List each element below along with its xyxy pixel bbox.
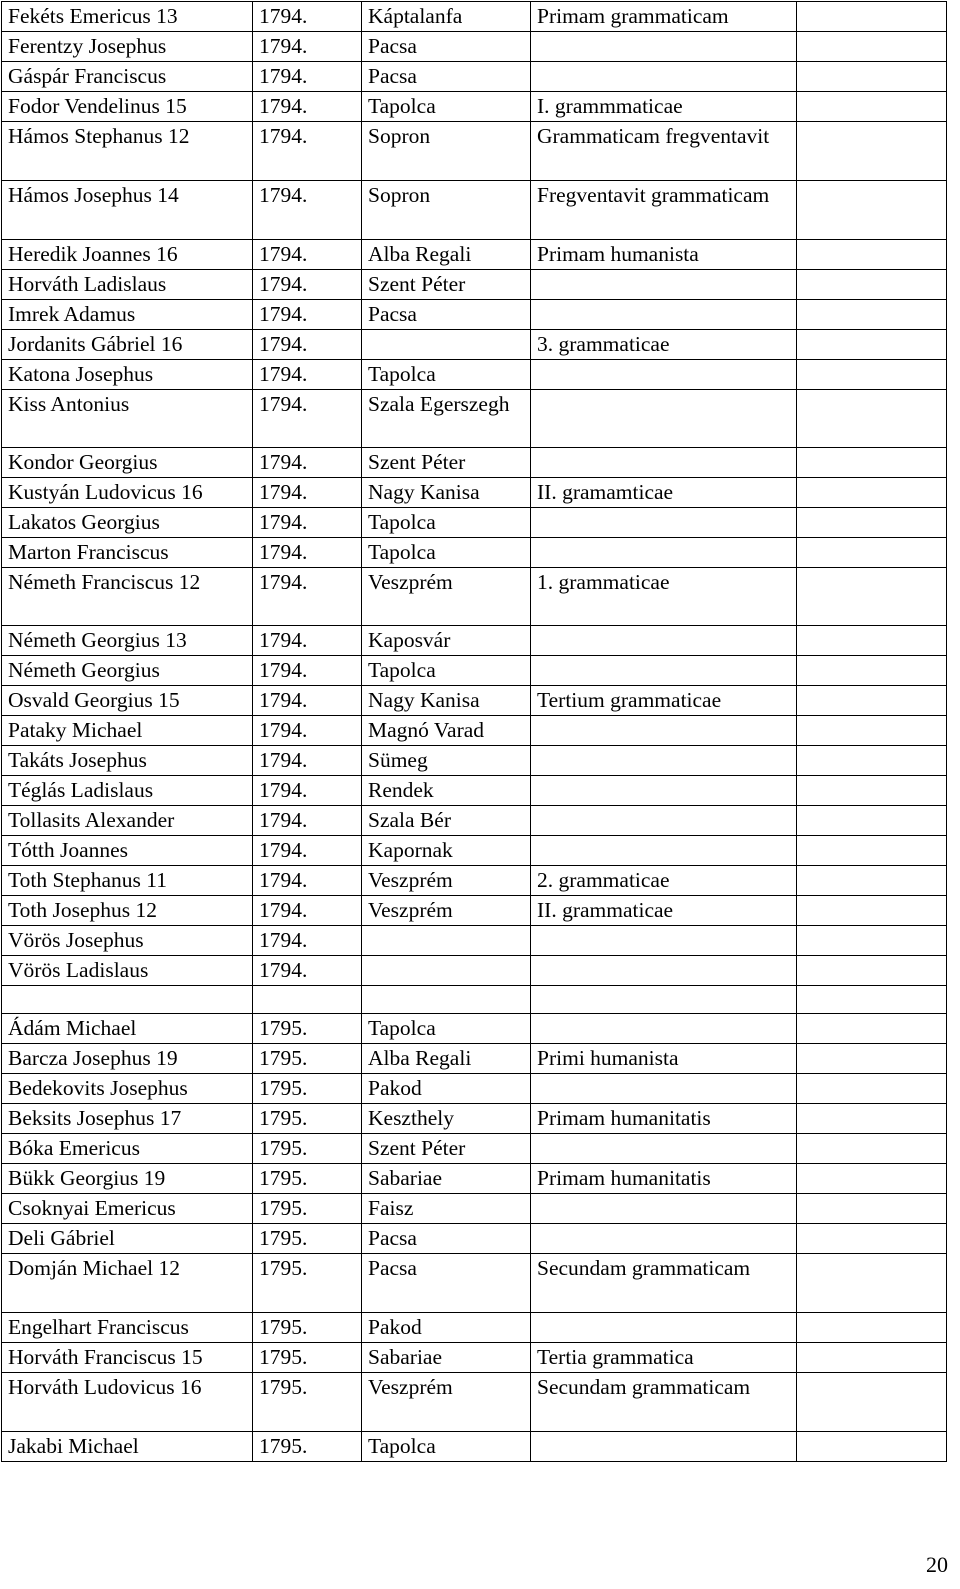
extra-cell: [797, 626, 947, 656]
year-cell: 1794.: [253, 746, 362, 776]
student-name-cell: Engelhart Franciscus: [2, 1313, 253, 1343]
class-cell: [531, 746, 797, 776]
place-cell: Kaposvár: [362, 626, 531, 656]
page-number: 20: [926, 1552, 948, 1577]
extra-cell: [797, 956, 947, 986]
year-cell: 1794.: [253, 181, 362, 240]
student-name-cell: Lakatos Georgius: [2, 508, 253, 538]
year-cell: 1794.: [253, 92, 362, 122]
place-cell: Pacsa: [362, 1224, 531, 1254]
student-name-cell: Németh Franciscus 12: [2, 568, 253, 626]
place-cell: Nagy Kanisa: [362, 478, 531, 508]
table-row: [2, 390, 947, 448]
year-cell: 1794.: [253, 896, 362, 926]
student-register-table: [1, 1, 947, 1462]
extra-cell: [797, 538, 947, 568]
table-row: [2, 181, 947, 240]
student-name-cell: Gáspár Franciscus: [2, 62, 253, 92]
class-cell: 3. grammaticae: [531, 330, 797, 360]
class-cell: 1. grammaticae: [531, 568, 797, 626]
year-cell: [253, 986, 362, 1014]
student-name-cell: Tollasits Alexander: [2, 806, 253, 836]
class-cell: II. grammaticae: [531, 896, 797, 926]
student-name-cell: Vörös Josephus: [2, 926, 253, 956]
class-cell: Primam humanista: [531, 240, 797, 270]
class-cell: [531, 1194, 797, 1224]
student-name-cell: Téglás Ladislaus: [2, 776, 253, 806]
class-cell: Secundam grammaticam: [531, 1254, 797, 1313]
student-name-cell: [2, 986, 253, 1014]
place-cell: Rendek: [362, 776, 531, 806]
class-cell: [531, 1224, 797, 1254]
year-cell: 1794.: [253, 866, 362, 896]
student-name-cell: Bedekovits Josephus: [2, 1074, 253, 1104]
extra-cell: [797, 1104, 947, 1134]
class-cell: [531, 1313, 797, 1343]
table-row: [2, 686, 947, 716]
student-name-cell: Fekéts Emericus 13: [2, 2, 253, 32]
class-cell: Tertium grammaticae: [531, 686, 797, 716]
class-cell: Fregventavit grammaticam: [531, 181, 797, 240]
year-cell: 1794.: [253, 956, 362, 986]
table-row: [2, 62, 947, 92]
student-name-cell: Heredik Joannes 16: [2, 240, 253, 270]
place-cell: Veszprém: [362, 896, 531, 926]
year-cell: 1794.: [253, 240, 362, 270]
extra-cell: [797, 240, 947, 270]
place-cell: Szent Péter: [362, 448, 531, 478]
extra-cell: [797, 360, 947, 390]
table-row: [2, 806, 947, 836]
class-cell: [531, 508, 797, 538]
year-cell: 1794.: [253, 656, 362, 686]
student-name-cell: Ferentzy Josephus: [2, 32, 253, 62]
student-name-cell: Ádám Michael: [2, 1014, 253, 1044]
table-row: [2, 1104, 947, 1134]
place-cell: Szent Péter: [362, 270, 531, 300]
student-name-cell: Hámos Josephus 14: [2, 181, 253, 240]
extra-cell: [797, 330, 947, 360]
place-cell: [362, 956, 531, 986]
year-cell: 1794.: [253, 568, 362, 626]
table-row: [2, 1164, 947, 1194]
table-row: [2, 270, 947, 300]
year-cell: 1795.: [253, 1313, 362, 1343]
class-cell: Secundam grammaticam: [531, 1373, 797, 1432]
year-cell: 1795.: [253, 1254, 362, 1313]
place-cell: Sabariae: [362, 1343, 531, 1373]
table-row: [2, 986, 947, 1014]
extra-cell: [797, 866, 947, 896]
extra-cell: [797, 746, 947, 776]
class-cell: [531, 32, 797, 62]
table-row: [2, 896, 947, 926]
table-row: [2, 2, 947, 32]
class-cell: Primi humanista: [531, 1044, 797, 1074]
table-row: [2, 656, 947, 686]
student-name-cell: Kustyán Ludovicus 16: [2, 478, 253, 508]
student-name-cell: Beksits Josephus 17: [2, 1104, 253, 1134]
table-row: [2, 836, 947, 866]
year-cell: 1795.: [253, 1373, 362, 1432]
extra-cell: [797, 390, 947, 448]
extra-cell: [797, 1254, 947, 1313]
place-cell: Pacsa: [362, 32, 531, 62]
year-cell: 1795.: [253, 1194, 362, 1224]
class-cell: [531, 390, 797, 448]
student-name-cell: Takáts Josephus: [2, 746, 253, 776]
extra-cell: [797, 1194, 947, 1224]
student-name-cell: Marton Franciscus: [2, 538, 253, 568]
place-cell: Tapolca: [362, 508, 531, 538]
table-row: [2, 478, 947, 508]
student-name-cell: Németh Georgius: [2, 656, 253, 686]
year-cell: 1794.: [253, 360, 362, 390]
class-cell: [531, 776, 797, 806]
table-row: [2, 1194, 947, 1224]
class-cell: [531, 300, 797, 330]
extra-cell: [797, 1134, 947, 1164]
extra-cell: [797, 62, 947, 92]
table-row: [2, 448, 947, 478]
table-row: [2, 1134, 947, 1164]
table-row: [2, 1224, 947, 1254]
year-cell: 1794.: [253, 62, 362, 92]
extra-cell: [797, 1313, 947, 1343]
table-row: [2, 360, 947, 390]
table-row: [2, 32, 947, 62]
year-cell: 1795.: [253, 1164, 362, 1194]
place-cell: Pacsa: [362, 300, 531, 330]
student-name-cell: Toth Stephanus 11: [2, 866, 253, 896]
table-row: [2, 1373, 947, 1432]
extra-cell: [797, 1432, 947, 1462]
table-row: [2, 508, 947, 538]
year-cell: 1795.: [253, 1074, 362, 1104]
place-cell: Tapolca: [362, 1432, 531, 1462]
extra-cell: [797, 1044, 947, 1074]
student-name-cell: Pataky Michael: [2, 716, 253, 746]
place-cell: Tapolca: [362, 656, 531, 686]
extra-cell: [797, 1343, 947, 1373]
extra-cell: [797, 1164, 947, 1194]
place-cell: Kapornak: [362, 836, 531, 866]
class-cell: [531, 926, 797, 956]
class-cell: [531, 1074, 797, 1104]
place-cell: Pacsa: [362, 62, 531, 92]
year-cell: 1794.: [253, 32, 362, 62]
extra-cell: [797, 896, 947, 926]
extra-cell: [797, 508, 947, 538]
year-cell: 1795.: [253, 1224, 362, 1254]
class-cell: [531, 656, 797, 686]
extra-cell: [797, 270, 947, 300]
year-cell: 1794.: [253, 448, 362, 478]
class-cell: Tertia grammatica: [531, 1343, 797, 1373]
class-cell: [531, 448, 797, 478]
student-name-cell: Hámos Stephanus 12: [2, 122, 253, 181]
place-cell: Keszthely: [362, 1104, 531, 1134]
place-cell: [362, 330, 531, 360]
place-cell: Veszprém: [362, 1373, 531, 1432]
class-cell: Primam grammaticam: [531, 2, 797, 32]
place-cell: Alba Regali: [362, 1044, 531, 1074]
extra-cell: [797, 1014, 947, 1044]
student-name-cell: Horváth Franciscus 15: [2, 1343, 253, 1373]
place-cell: Tapolca: [362, 92, 531, 122]
year-cell: 1795.: [253, 1134, 362, 1164]
table-row: [2, 568, 947, 626]
class-cell: [531, 538, 797, 568]
table-row: [2, 122, 947, 181]
table-row: [2, 776, 947, 806]
class-cell: Primam humanitatis: [531, 1164, 797, 1194]
place-cell: Nagy Kanisa: [362, 686, 531, 716]
year-cell: 1795.: [253, 1343, 362, 1373]
place-cell: [362, 926, 531, 956]
class-cell: [531, 270, 797, 300]
student-name-cell: Osvald Georgius 15: [2, 686, 253, 716]
place-cell: Tapolca: [362, 538, 531, 568]
extra-cell: [797, 300, 947, 330]
table-row: [2, 538, 947, 568]
student-name-cell: Kiss Antonius: [2, 390, 253, 448]
extra-cell: [797, 986, 947, 1014]
extra-cell: [797, 92, 947, 122]
place-cell: Veszprém: [362, 568, 531, 626]
extra-cell: [797, 181, 947, 240]
year-cell: 1795.: [253, 1432, 362, 1462]
table-row: [2, 1254, 947, 1313]
year-cell: 1794.: [253, 270, 362, 300]
year-cell: 1794.: [253, 122, 362, 181]
class-cell: [531, 360, 797, 390]
extra-cell: [797, 568, 947, 626]
table-row: [2, 330, 947, 360]
place-cell: Pakod: [362, 1074, 531, 1104]
class-cell: [531, 806, 797, 836]
place-cell: Alba Regali: [362, 240, 531, 270]
extra-cell: [797, 32, 947, 62]
class-cell: Primam humanitatis: [531, 1104, 797, 1134]
student-name-cell: Imrek Adamus: [2, 300, 253, 330]
extra-cell: [797, 716, 947, 746]
year-cell: 1794.: [253, 300, 362, 330]
place-cell: Tapolca: [362, 1014, 531, 1044]
place-cell: Szala Egerszegh: [362, 390, 531, 448]
student-name-cell: Bóka Emericus: [2, 1134, 253, 1164]
table-row: [2, 926, 947, 956]
place-cell: Faisz: [362, 1194, 531, 1224]
place-cell: Pacsa: [362, 1254, 531, 1313]
table-row: [2, 746, 947, 776]
student-name-cell: Barcza Josephus 19: [2, 1044, 253, 1074]
year-cell: 1794.: [253, 626, 362, 656]
extra-cell: [797, 836, 947, 866]
year-cell: 1794.: [253, 806, 362, 836]
place-cell: Káptalanfa: [362, 2, 531, 32]
year-cell: 1794.: [253, 538, 362, 568]
extra-cell: [797, 1224, 947, 1254]
student-name-cell: Kondor Georgius: [2, 448, 253, 478]
class-cell: [531, 1432, 797, 1462]
table-row: [2, 1074, 947, 1104]
year-cell: 1794.: [253, 390, 362, 448]
class-cell: [531, 62, 797, 92]
year-cell: 1794.: [253, 508, 362, 538]
student-name-cell: Fodor Vendelinus 15: [2, 92, 253, 122]
class-cell: [531, 956, 797, 986]
place-cell: [362, 986, 531, 1014]
place-cell: Tapolca: [362, 360, 531, 390]
year-cell: 1794.: [253, 926, 362, 956]
year-cell: 1795.: [253, 1104, 362, 1134]
table-row: [2, 716, 947, 746]
student-name-cell: Németh Georgius 13: [2, 626, 253, 656]
year-cell: 1794.: [253, 2, 362, 32]
student-name-cell: Deli Gábriel: [2, 1224, 253, 1254]
place-cell: Veszprém: [362, 866, 531, 896]
place-cell: Sopron: [362, 122, 531, 181]
year-cell: 1794.: [253, 330, 362, 360]
student-name-cell: Bükk Georgius 19: [2, 1164, 253, 1194]
class-cell: [531, 716, 797, 746]
year-cell: 1794.: [253, 776, 362, 806]
table-row: [2, 240, 947, 270]
table-row: [2, 626, 947, 656]
extra-cell: [797, 776, 947, 806]
class-cell: [531, 836, 797, 866]
year-cell: 1795.: [253, 1014, 362, 1044]
class-cell: [531, 986, 797, 1014]
class-cell: II. gramamticae: [531, 478, 797, 508]
student-name-cell: Csoknyai Emericus: [2, 1194, 253, 1224]
extra-cell: [797, 448, 947, 478]
extra-cell: [797, 926, 947, 956]
table-row: [2, 1313, 947, 1343]
year-cell: 1795.: [253, 1044, 362, 1074]
table-row: [2, 1014, 947, 1044]
place-cell: Pakod: [362, 1313, 531, 1343]
student-name-cell: Horváth Ladislaus: [2, 270, 253, 300]
class-cell: [531, 1134, 797, 1164]
extra-cell: [797, 478, 947, 508]
extra-cell: [797, 2, 947, 32]
class-cell: 2. grammaticae: [531, 866, 797, 896]
table-row: [2, 956, 947, 986]
student-name-cell: Jakabi Michael: [2, 1432, 253, 1462]
year-cell: 1794.: [253, 836, 362, 866]
student-name-cell: Tótth Joannes: [2, 836, 253, 866]
place-cell: Sabariae: [362, 1164, 531, 1194]
place-cell: Szent Péter: [362, 1134, 531, 1164]
class-cell: Grammaticam fregventavit: [531, 122, 797, 181]
class-cell: [531, 626, 797, 656]
class-cell: [531, 1014, 797, 1044]
year-cell: 1794.: [253, 716, 362, 746]
place-cell: Szala Bér: [362, 806, 531, 836]
place-cell: Magnó Varad: [362, 716, 531, 746]
student-name-cell: Horváth Ludovicus 16: [2, 1373, 253, 1432]
student-name-cell: Katona Josephus: [2, 360, 253, 390]
year-cell: 1794.: [253, 686, 362, 716]
extra-cell: [797, 1074, 947, 1104]
extra-cell: [797, 1373, 947, 1432]
extra-cell: [797, 806, 947, 836]
place-cell: Sümeg: [362, 746, 531, 776]
class-cell: I. grammmaticae: [531, 92, 797, 122]
extra-cell: [797, 122, 947, 181]
student-name-cell: Vörös Ladislaus: [2, 956, 253, 986]
table-row: [2, 1343, 947, 1373]
student-name-cell: Toth Josephus 12: [2, 896, 253, 926]
place-cell: Sopron: [362, 181, 531, 240]
table-row: [2, 1432, 947, 1462]
register-body: [2, 2, 947, 1462]
extra-cell: [797, 656, 947, 686]
table-row: [2, 92, 947, 122]
table-row: [2, 1044, 947, 1074]
student-name-cell: Domján Michael 12: [2, 1254, 253, 1313]
student-name-cell: Jordanits Gábriel 16: [2, 330, 253, 360]
extra-cell: [797, 686, 947, 716]
year-cell: 1794.: [253, 478, 362, 508]
table-row: [2, 300, 947, 330]
table-row: [2, 866, 947, 896]
